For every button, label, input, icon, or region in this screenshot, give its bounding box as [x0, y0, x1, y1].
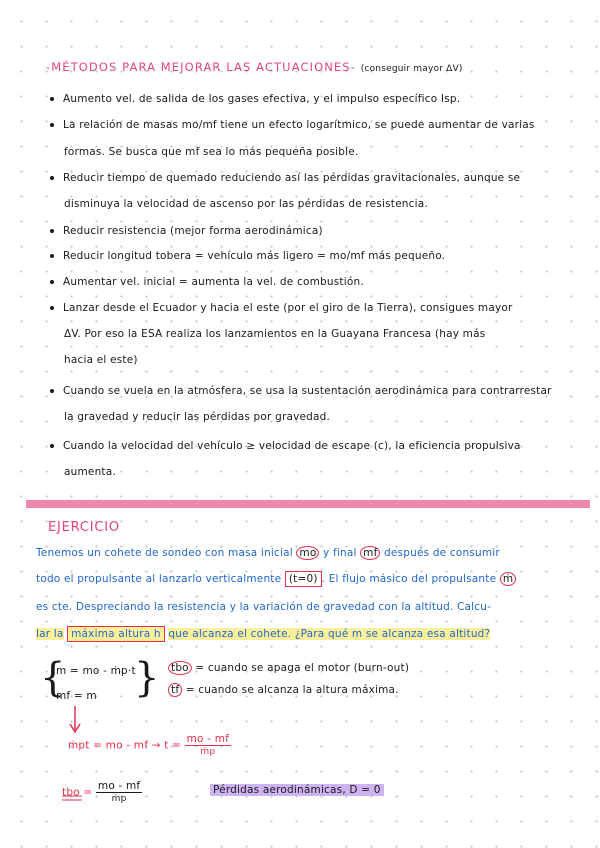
bullet-continuation — [64, 354, 138, 366]
system-eq-1: m = mo - ṁp·t — [56, 665, 136, 677]
bullet-icon — [50, 176, 54, 180]
bullet-text: Cuando se vuela en la atmósfera, se usa la sustentación aerodinámica para contrarrestar — [63, 385, 552, 397]
bullet-text: Reducir resistencia (mejor forma aerodinámica) — [63, 225, 323, 237]
tbo-definition: tbo = cuando se apaga el motor (burn-out) — [168, 662, 409, 674]
left-brace: { — [40, 655, 66, 701]
bullet-text: Reducir longitud tobera = vehículo más ligero = mo/mf más pequeño. — [63, 250, 446, 262]
bullet-item — [50, 250, 445, 262]
tbo-equation: tbo = $\frac{mo - mf}{\text{ṁp}}$ — [62, 780, 141, 804]
bullet-item — [50, 172, 520, 184]
bullet-icon — [50, 229, 54, 233]
t0-box: (t=0) — [285, 571, 322, 587]
title-sub: (conseguir mayor ΔV) — [360, 64, 463, 74]
bullet-text: Aumento vel. de salida de los gases efectiva, y el impulso específico Isp. — [63, 93, 461, 105]
section-divider — [26, 500, 590, 508]
mdot-symbol: ṁ — [500, 572, 516, 586]
system-eq-2: mf = m — [56, 690, 97, 702]
exercise-line-4: lar la máxima altura h que alcanza el cohete. ¿Para qué m se alcanza esa altitud? — [36, 628, 491, 640]
bullet-text: aumenta. — [64, 466, 116, 478]
bullet-item — [50, 93, 460, 105]
bullet-item — [50, 302, 513, 314]
bullet-continuation — [64, 198, 428, 210]
m0-symbol: mo — [296, 546, 319, 560]
bullet-text: Reducir tiempo de quemado reduciendo así las pérdidas gravitacionales, aunque se — [63, 172, 521, 184]
bullet-text: Cuando la velocidad del vehículo ≥ velocidad de escape (c), la eficiencia propulsiva — [63, 440, 521, 452]
exercise-line-3: es cte. Despreciando la resistencia y la variación de gravedad con la altitud. Calcu- — [36, 601, 492, 613]
exercise-title: EJERCICIO — [48, 520, 120, 535]
bullet-item — [50, 385, 552, 397]
bullet-item — [50, 276, 364, 288]
bullet-icon — [50, 123, 54, 127]
bullet-icon — [50, 389, 54, 393]
bullet-item — [50, 119, 535, 131]
right-brace: } — [134, 655, 160, 701]
exercise-line-2: todo el propulsante al lanzarlo verticalmente (t=0) . El flujo másico del propulsante ṁ — [36, 573, 516, 585]
bullet-continuation — [64, 466, 116, 478]
bullet-icon — [50, 306, 54, 310]
bullet-item — [50, 440, 521, 452]
bullet-item — [50, 225, 323, 237]
double-underline — [62, 794, 86, 802]
bullet-continuation — [64, 411, 330, 423]
time-equation: ṁpt = mo - mf → t = $\frac{mo - mf}{\text{ṁp}}$ — [68, 733, 230, 757]
exercise-line-1: Tenemos un cohete de sondeo con masa inicial mo y final mf después de consumir — [36, 547, 500, 559]
aero-losses-note: Pérdidas aerodinámicas, D = 0 — [210, 784, 384, 796]
bullet-text: disminuya la velocidad de ascenso por las pérdidas de resistencia. — [64, 198, 428, 210]
bullet-text: ΔV. Por eso la ESA realiza los lanzamientos en la Guayana Francesa (hay más — [64, 328, 486, 340]
max-height-box: máxima altura h — [67, 626, 165, 642]
bullet-text: La relación de masas mo/mf tiene un efecto logarítmico, se puede aumentar de varias — [63, 119, 535, 131]
title-main: -MÉTODOS PARA MEJORAR LAS ACTUACIONES- — [46, 60, 356, 74]
bullet-continuation — [64, 146, 358, 158]
bullet-text: Lanzar desde el Ecuador y hacia el este (por el giro de la Tierra), consigues mayor — [63, 302, 513, 314]
down-arrow-icon — [68, 706, 82, 736]
bullet-icon — [50, 280, 54, 284]
page-title — [46, 60, 463, 74]
bullet-icon — [50, 97, 54, 101]
time-fraction: $\frac{mo - mf}{\text{ṁp}}$ — [186, 733, 230, 757]
bullet-icon — [50, 444, 54, 448]
tf-symbol: tf — [168, 683, 182, 697]
mf-symbol: mf — [360, 546, 380, 560]
bullet-text: Aumentar vel. inicial = aumenta la vel. de combustión. — [63, 276, 364, 288]
bullet-text: la gravedad y reducir las pérdidas por gravedad. — [64, 411, 331, 423]
bullet-continuation — [64, 328, 485, 340]
tbo-fraction: $\frac{mo - mf}{\text{ṁp}}$ — [97, 780, 141, 804]
tbo-symbol: tbo — [168, 661, 192, 675]
bullet-icon — [50, 254, 54, 258]
tf-definition: tf = cuando se alcanza la altura máxima. — [168, 684, 399, 696]
bullet-text: hacia el este) — [64, 354, 138, 366]
bullet-text: formas. Se busca que mf sea lo más pequeña posible. — [64, 146, 359, 158]
